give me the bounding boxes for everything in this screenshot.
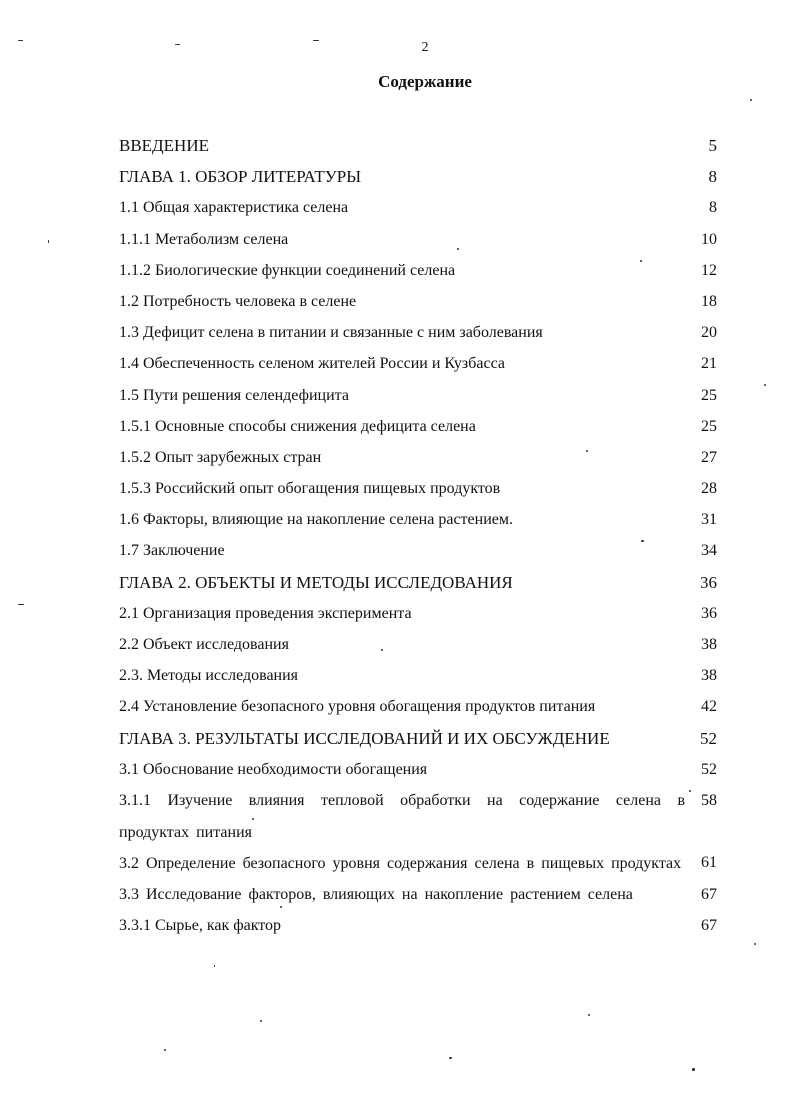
scan-speck [640, 260, 642, 262]
toc-entry-title: 1.1 Общая характеристика селена [119, 199, 349, 217]
toc-entry-page: 25 [701, 386, 717, 404]
toc-entry [119, 198, 717, 218]
toc-entry-page: 42 [701, 698, 717, 716]
toc-entry [119, 261, 717, 281]
toc-entry-page: 67 [701, 885, 717, 903]
toc-entry-title: 1.3 Дефицит селена в питании и связанные с ним заболевания [119, 324, 543, 342]
toc-entry-page: 10 [701, 230, 717, 248]
toc-entry-title: 1.2 Потребность человека в селене [119, 292, 357, 310]
toc-entry-page: 34 [701, 542, 717, 560]
toc-entry-title: ВВЕДЕНИЕ [119, 136, 209, 155]
scan-speck [449, 1057, 452, 1059]
toc-entry-title: 3.1.1 Изучение влияния тепловой обработки на содержание селена в продуктах питания [119, 792, 685, 841]
toc-entry-title: 1.4 Обеспеченность селеном жителей России и Кузбасса [119, 355, 505, 373]
toc-entry [119, 417, 717, 437]
toc-entry-page: 8 [709, 199, 717, 217]
toc-entry [119, 635, 717, 655]
toc-entry-page: 25 [701, 417, 717, 435]
toc-entry-title: 3.3.1 Сырье, как фактор [119, 916, 282, 934]
scan-speck [692, 1068, 695, 1071]
toc-entry [119, 791, 717, 842]
toc-entry-page: 38 [701, 636, 717, 653]
scan-speck [280, 906, 282, 908]
scan-speck [754, 943, 756, 945]
scan-speck [313, 40, 319, 41]
scan-speck [18, 40, 23, 41]
toc-entry-page: 38 [701, 667, 717, 685]
toc-entry [119, 479, 717, 499]
page-number: 2 [421, 40, 429, 55]
scan-speck [252, 818, 254, 820]
toc-entry-page: 52 [701, 760, 717, 778]
toc-entry [119, 136, 717, 156]
toc-entry-page: 61 [701, 854, 717, 872]
scan-speck [586, 450, 588, 452]
toc-entry [119, 541, 717, 561]
toc-entry-page: 67 [701, 916, 717, 934]
toc-entry-title: ГЛАВА 3. РЕЗУЛЬТАТЫ ИССЛЕДОВАНИЙ И ИХ ОБСУЖДЕНИЕ [119, 728, 610, 748]
scan-speck [588, 1014, 590, 1016]
toc-entry-page: 5 [708, 136, 717, 155]
toc-entry-page: 12 [701, 261, 717, 279]
toc-entry [119, 853, 717, 873]
toc-entry [119, 448, 717, 468]
toc-entry-title: 1.5.3 Российский опыт обогащения пищевых продуктов [119, 480, 501, 498]
toc-entry [119, 604, 717, 624]
toc-entry-page: 31 [701, 511, 717, 529]
toc-entry-title: 2.2 Объект исследования [119, 636, 289, 653]
toc-entry-page: 52 [700, 728, 717, 748]
toc-entry-page: 18 [701, 292, 717, 310]
toc-entry [119, 666, 717, 686]
scan-speck [750, 99, 752, 101]
scan-speck [381, 649, 383, 651]
toc-entry-title: 1.5 Пути решения селендефицита [119, 386, 349, 404]
toc-entry-title: ГЛАВА 2. ОБЪЕКТЫ И МЕТОДЫ ИССЛЕДОВАНИЯ [119, 572, 513, 592]
toc-entry-page: 20 [701, 324, 717, 342]
page-title: Содержание [378, 72, 472, 91]
toc-entry-page: 36 [700, 572, 717, 592]
toc-entry [119, 760, 717, 780]
toc-entry-title: 1.1.1 Метаболизм селена [119, 230, 289, 248]
toc-entry [119, 292, 717, 312]
toc-entry-title: 1.1.2 Биологические функции соединений селена [119, 261, 456, 279]
scan-speck [214, 965, 215, 967]
toc-entry [119, 916, 717, 936]
toc-entry-title: 2.4 Установление безопасного уровня обогащения продуктов питания [119, 698, 596, 716]
toc-entry-title: ГЛАВА 1. ОБЗОР ЛИТЕРАТУРЫ [119, 167, 362, 187]
toc-entry-title: 2.3. Методы исследования [119, 667, 299, 685]
toc-entry-page: 36 [701, 604, 717, 622]
toc-entry [119, 697, 717, 717]
scan-speck [18, 604, 24, 605]
toc-entry [119, 386, 717, 406]
scan-speck [175, 44, 180, 45]
toc-entry-title: 2.1 Организация проведения эксперимента [119, 604, 412, 622]
toc-entry [119, 323, 717, 343]
toc-entry [119, 167, 717, 187]
scan-speck [457, 248, 459, 250]
toc-entry-title: 1.6 Факторы, влияющие на накопление селена растением. [119, 511, 513, 529]
scan-speck [689, 790, 691, 792]
toc-entry [119, 729, 717, 749]
scan-speck [164, 1049, 166, 1051]
table-of-contents [119, 136, 717, 947]
toc-entry-title: 3.2 Определение безопасного уровня содержания селена в пищевых продуктах [119, 854, 682, 872]
toc-entry-title: 3.1 Обоснование необходимости обогащения [119, 760, 428, 778]
toc-entry-title: 1.7 Заключение [119, 542, 225, 560]
toc-entry-title: 1.5.2 Опыт зарубежных стран [119, 448, 322, 466]
scan-speck [260, 1020, 262, 1022]
toc-entry-page: 21 [701, 355, 717, 373]
scan-speck [48, 240, 49, 243]
toc-entry-title: 1.5.1 Основные способы снижения дефицита селена [119, 417, 476, 435]
toc-entry-page: 58 [701, 791, 717, 809]
toc-entry-page: 28 [701, 480, 717, 498]
toc-entry [119, 573, 717, 593]
toc-entry [119, 354, 717, 374]
toc-entry-page: 27 [701, 448, 717, 466]
scan-speck [641, 540, 644, 542]
toc-entry-title: 3.3 Исследование факторов, влияющих на накопление растением селена [119, 885, 633, 903]
scan-speck [764, 384, 766, 386]
toc-entry [119, 230, 717, 250]
toc-entry [119, 510, 717, 530]
toc-entry-page: 8 [708, 167, 717, 187]
toc-entry [119, 885, 717, 905]
